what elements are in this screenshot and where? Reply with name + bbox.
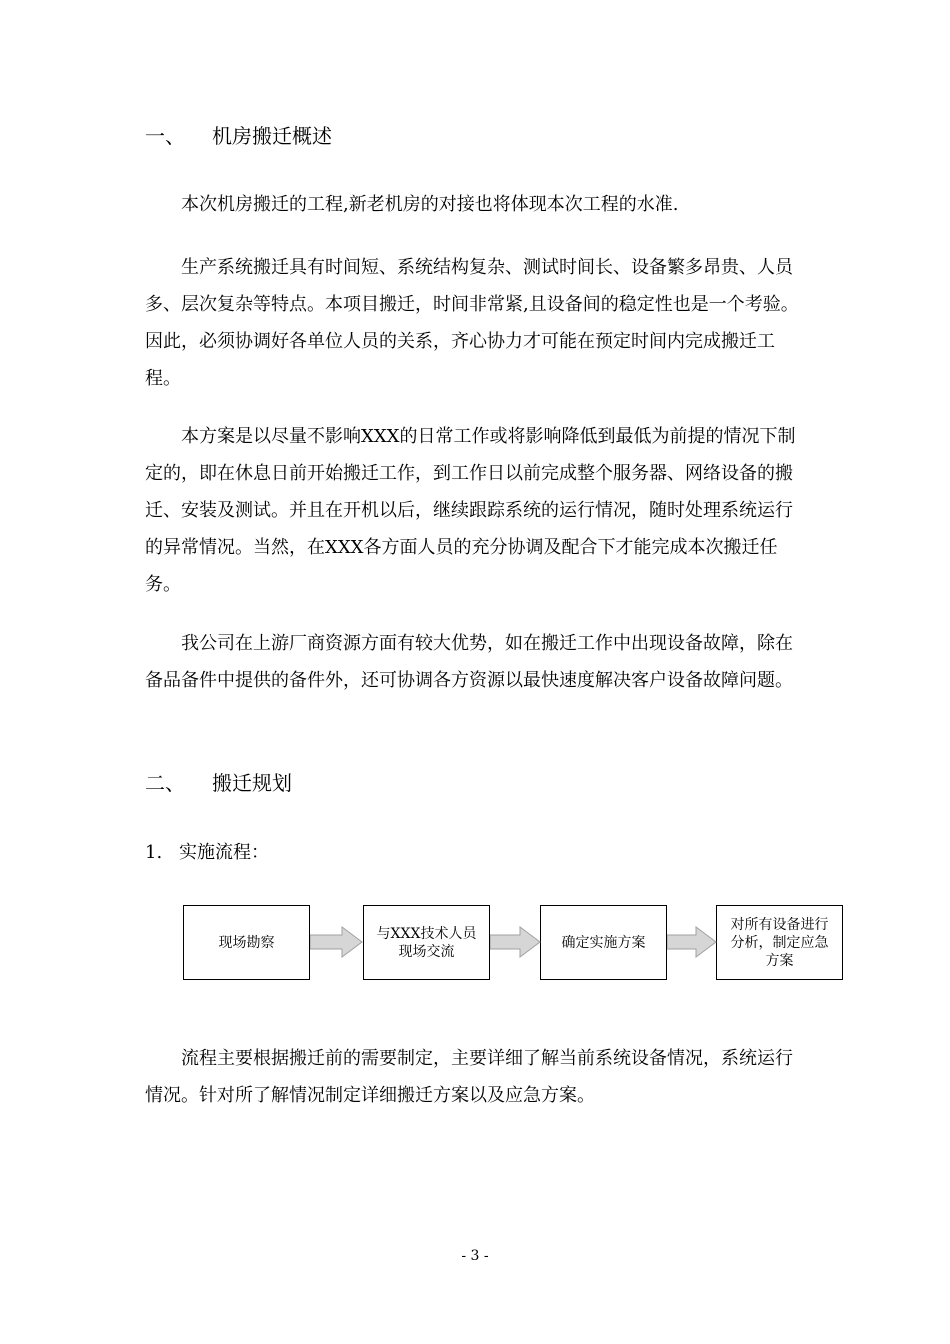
section-heading-1 [145, 124, 332, 148]
flow-step-label: 对所有设备进行 分析，制定应急 方案 [730, 916, 829, 969]
subsection-heading [145, 841, 269, 865]
section-heading-2 [145, 771, 292, 795]
flow-step-label: 与XXX技术人员 现场交流 [376, 925, 477, 960]
flow-step-label: 现场勘察 [218, 934, 275, 951]
flow-arrow-icon [310, 926, 364, 958]
paragraph: 流程主要根据搬迁前的需要制定，主要详细了解当前系统设备情况，系统运行情况。针对所了解情况制定详细搬迁方案以及应急方案。 [145, 1048, 793, 1106]
paragraph: 本方案是以尽量不影响XXX的日常工作或将影响降低到最低为前提的情况下制定的，即在休息日前开始搬迁工作，到工作日以前完成整个服务器、网络设备的搬迁、安装及测试。并且在开机以后，继续跟踪系统的运行情况，随时处理系统运行的异常情况。当然，在XXX各方面人员的充分协调及配合下才能完成本次搬迁任务。 [145, 426, 796, 595]
section-number: 二、 [145, 771, 185, 795]
flow-step-box [716, 905, 843, 980]
subsection-title: 实施流程： [179, 842, 269, 863]
paragraph: 我公司在上游厂商资源方面有较大优势，如在搬迁工作中出现设备故障，除在备品备件中提供的备件外，还可协调各方资源以最快速度解决客户设备故障问题。 [145, 633, 793, 691]
flow-arrow-icon [667, 926, 718, 958]
section-title: 搬迁规划 [212, 771, 292, 795]
paragraph: 生产系统搬迁具有时间短、系统结构复杂、测试时间长、设备繁多昂贵、人员多、层次复杂等特点。本项目搬迁，时间非常紧,且设备间的稳定性也是一个考验。因此，必须协调好各单位人员的关系，齐心协力才可能在预定时间内完成搬迁工程。 [145, 257, 799, 389]
page-number: - 3 - [461, 1248, 489, 1264]
flow-step-box [363, 905, 490, 980]
flow-step-label: 确定实施方案 [561, 934, 646, 951]
section-number: 一、 [145, 124, 185, 148]
flow-arrow-icon [490, 926, 542, 958]
flow-step-box [183, 905, 310, 980]
paragraph: 本次机房搬迁的工程,新老机房的对接也将体现本次工程的水准. [181, 194, 679, 215]
subsection-number: 1. [145, 842, 163, 863]
flow-step-box [540, 905, 667, 980]
section-title: 机房搬迁概述 [212, 124, 332, 148]
